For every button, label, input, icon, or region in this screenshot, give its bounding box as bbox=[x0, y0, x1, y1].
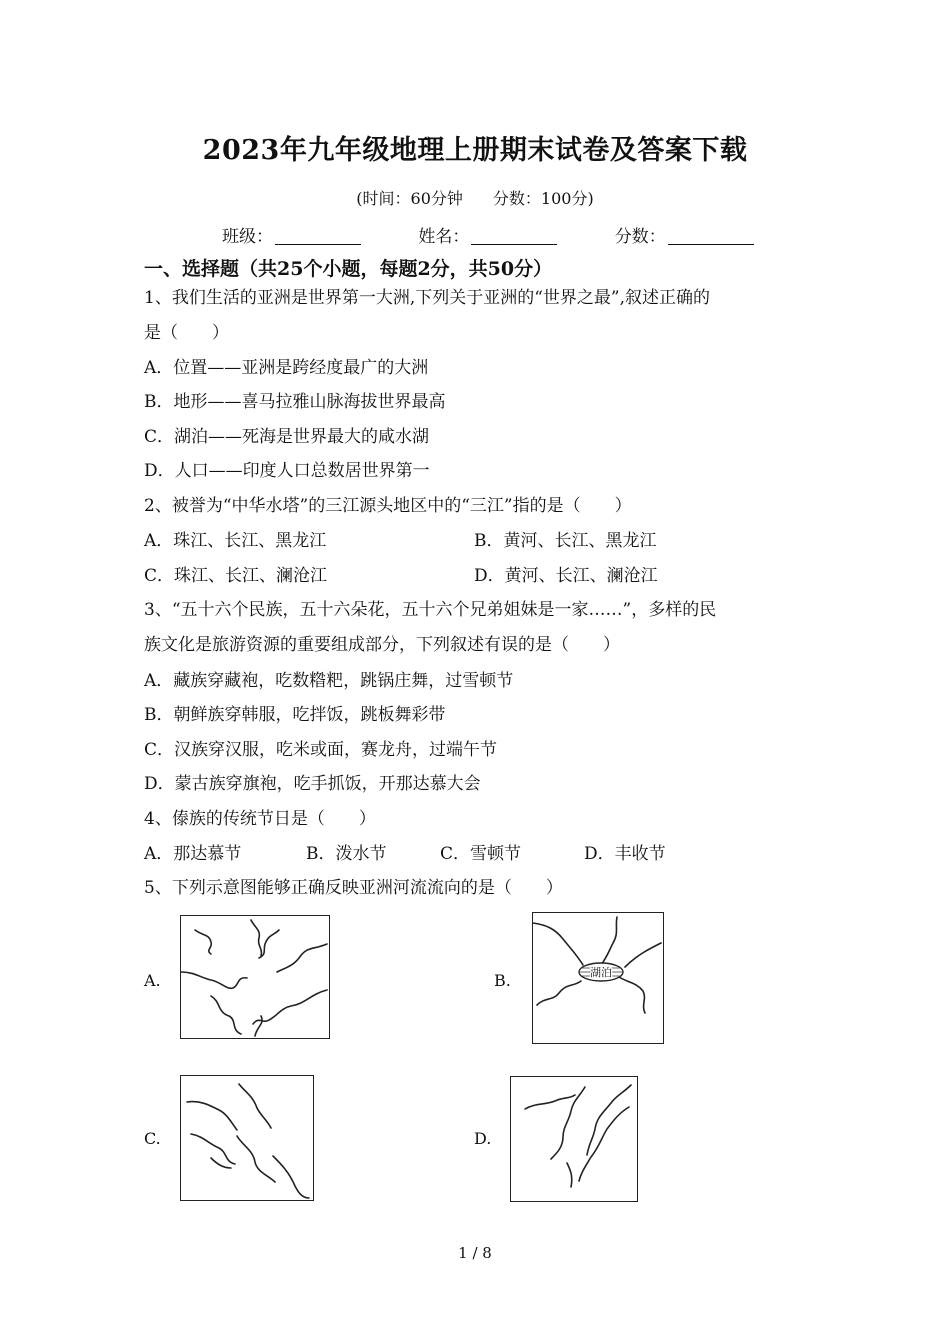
name-field bbox=[418, 222, 557, 247]
map-b-rivers bbox=[533, 913, 663, 1043]
q1-option-c: C．湖泊——死海是世界最大的咸水湖 bbox=[144, 427, 430, 447]
q3-option-b: B．朝鲜族穿韩服，吃拌饭，跳板舞彩带 bbox=[144, 705, 446, 725]
river-path bbox=[277, 944, 327, 972]
q3-stem-line1: 3、“五十六个民族，五十六朵花，五十六个兄弟姐妹是一家……”，多样的民 bbox=[144, 600, 717, 620]
q5-label-d: D. bbox=[474, 1129, 492, 1148]
q5-label-b: B. bbox=[494, 971, 511, 990]
score-label: 分数： bbox=[614, 227, 666, 247]
river-path bbox=[187, 1102, 237, 1130]
exam-total-score: 分数：100分) bbox=[492, 189, 594, 208]
river-path bbox=[601, 917, 617, 965]
q2-stem: 2、被誉为“中华水塔”的三江源头地区中的“三江”指的是（ ） bbox=[144, 496, 632, 516]
q1-stem-line2: 是（ ） bbox=[144, 323, 229, 343]
student-info-fields bbox=[222, 222, 754, 247]
q1-option-d: D．人口——印度人口总数居世界第一 bbox=[144, 461, 430, 481]
q3-option-a: A．藏族穿藏袍，吃数糌粑，跳锅庄舞，过雪顿节 bbox=[144, 671, 514, 691]
river-path bbox=[255, 1016, 262, 1036]
score-blank[interactable] bbox=[668, 228, 754, 245]
river-path bbox=[619, 977, 645, 1013]
name-label: 姓名： bbox=[418, 227, 470, 247]
river-path bbox=[579, 1107, 629, 1181]
q2-option-d: D．黄河、长江、澜沧江 bbox=[474, 566, 658, 586]
river-path bbox=[253, 990, 327, 1024]
river-path bbox=[181, 972, 247, 988]
lake-label: 湖泊 bbox=[590, 966, 612, 979]
q4-option-b: B．泼水节 bbox=[306, 844, 387, 864]
river-path bbox=[587, 1085, 631, 1155]
q4-option-c: C．雪顿节 bbox=[440, 844, 522, 864]
class-field bbox=[222, 222, 361, 247]
q5-label-c: C. bbox=[144, 1129, 161, 1148]
river-path bbox=[251, 920, 261, 956]
q3-option-c: C．汉族穿汉服，吃米或面，赛龙舟，过端午节 bbox=[144, 740, 498, 760]
name-blank[interactable] bbox=[471, 228, 557, 245]
q4-option-a: A．那达慕节 bbox=[144, 844, 242, 864]
score-field bbox=[615, 222, 754, 247]
river-path bbox=[211, 996, 241, 1034]
river-path bbox=[273, 1156, 309, 1198]
q2-option-a: A．珠江、长江、黑龙江 bbox=[144, 531, 327, 551]
q3-stem-line2: 族文化是旅游资源的重要组成部分，下列叙述有误的是（ ） bbox=[144, 635, 620, 655]
class-label: 班级： bbox=[222, 227, 273, 247]
page-number: 1 / 8 bbox=[458, 1244, 492, 1262]
q1-stem-line1: 1、我们生活的亚洲是世界第一大洲,下列关于亚洲的“世界之最”,叙述正确的 bbox=[144, 288, 711, 308]
river-path bbox=[567, 1163, 572, 1187]
river-path bbox=[239, 1084, 271, 1128]
exam-time: (时间：60分钟 bbox=[356, 189, 463, 208]
river-path bbox=[237, 1136, 275, 1182]
q5-map-a bbox=[180, 915, 330, 1039]
class-blank[interactable] bbox=[275, 228, 361, 245]
river-path bbox=[533, 923, 583, 965]
map-a-rivers bbox=[181, 916, 329, 1038]
q5-map-b bbox=[532, 912, 664, 1044]
q3-option-d: D．蒙古族穿旗袍，吃手抓饭，开那达慕大会 bbox=[144, 774, 481, 794]
map-c-rivers bbox=[181, 1076, 313, 1200]
section-heading: 一、选择题（共25个小题，每题2分，共50分） bbox=[144, 258, 553, 280]
river-path bbox=[537, 981, 581, 1005]
map-d-rivers bbox=[511, 1077, 637, 1201]
q5-map-c bbox=[180, 1075, 314, 1201]
q2-option-b: B．黄河、长江、黑龙江 bbox=[474, 531, 657, 551]
q4-stem: 4、傣族的传统节日是（ ） bbox=[144, 809, 376, 829]
q5-map-d bbox=[510, 1076, 638, 1202]
river-path bbox=[625, 943, 661, 967]
q1-option-b: B．地形——喜马拉雅山脉海拔世界最高 bbox=[144, 392, 446, 412]
page-title: 2023年九年级地理上册期末试卷及答案下载 bbox=[202, 135, 748, 166]
exam-meta bbox=[0, 186, 950, 209]
q1-option-a: A．位置——亚洲是跨经度最广的大洲 bbox=[144, 358, 429, 378]
q2-option-c: C．珠江、长江、澜沧江 bbox=[144, 566, 328, 586]
q5-label-a: A. bbox=[144, 971, 161, 990]
river-path bbox=[525, 1095, 575, 1109]
q5-stem: 5、下列示意图能够正确反映亚洲河流流向的是（ ） bbox=[144, 878, 563, 898]
q4-option-d: D．丰收节 bbox=[584, 844, 666, 864]
river-path bbox=[195, 930, 211, 954]
q4-options bbox=[144, 839, 666, 864]
